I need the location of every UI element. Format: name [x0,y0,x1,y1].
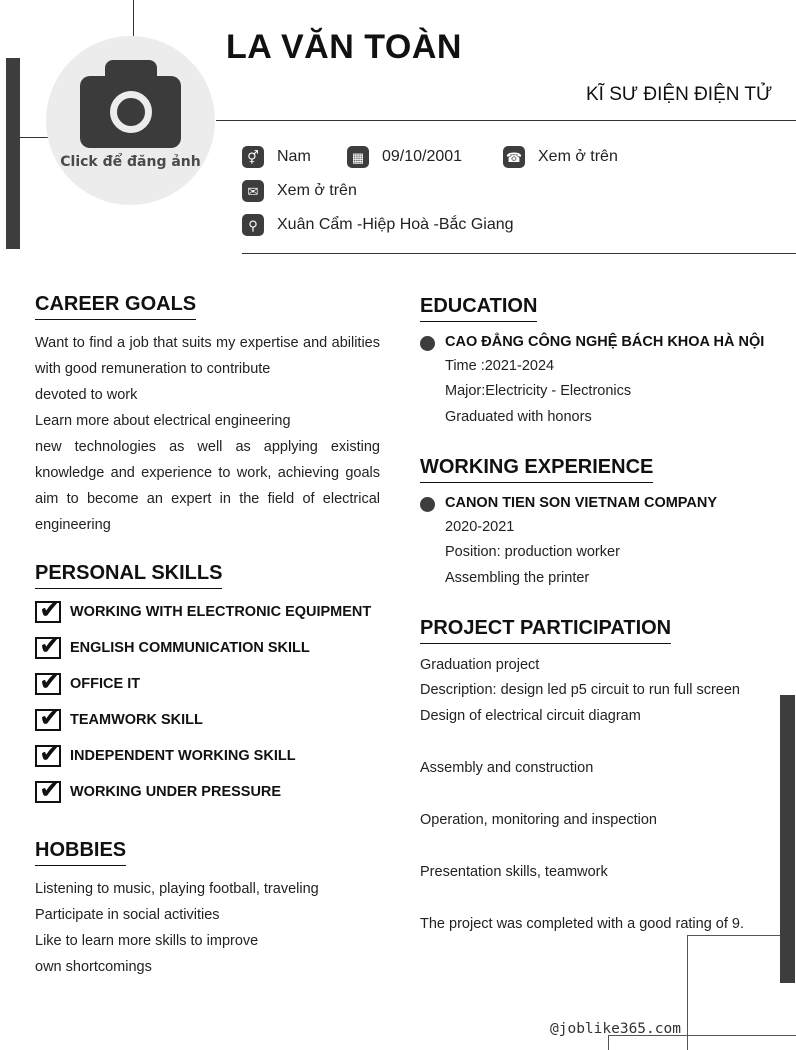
skill-label: WORKING UNDER PRESSURE [70,784,282,800]
address-info [242,214,514,236]
personal-skills-heading: PERSONAL SKILLS [35,562,222,589]
decor-line [133,0,134,36]
full-name: LA VĂN TOÀN [226,28,462,66]
birthday-value: 09/10/2001 [382,148,463,165]
projects-heading: PROJECT PARTICIPATION [420,617,671,644]
experience-heading: WORKING EXPERIENCE [420,456,653,483]
experience-position: Position: production worker [445,544,620,560]
skill-item [35,601,371,623]
hobby-line: Like to learn more skills to improve [35,933,259,949]
divider [242,253,796,254]
avatar-upload[interactable] [46,36,215,205]
checkbox-checked-icon [35,781,61,803]
skill-item [35,709,203,731]
project-line: Description: design led p5 circuit to run full screen [420,682,740,698]
decor-frame [687,935,780,936]
education-major: Major:Electricity - Electronics [445,383,632,399]
bullet-dot [420,497,435,512]
skill-label: OFFICE IT [70,676,141,692]
skill-item [35,745,296,767]
skill-label: TEAMWORK SKILL [70,712,203,728]
birthday-info [347,146,462,168]
decor-bar-left [6,58,20,249]
career-goal-line: Want to find a job that suits my expertise and abilities with good remuneration to contribute [35,335,380,377]
phone-icon: ☎ [503,146,525,168]
calendar-icon: ▦ [347,146,369,168]
school-name: CAO ĐẲNG CÔNG NGHỆ BÁCH KHOA HÀ NỘI [445,334,765,350]
job-title: KĨ SƯ ĐIỆN ĐIỆN TỬ [586,84,773,105]
email-info [242,180,357,202]
skill-label: WORKING WITH ELECTRONIC EQUIPMENT [70,604,372,620]
experience-period: 2020-2021 [445,519,515,535]
decor-frame [687,935,688,1050]
gender-info [242,146,311,168]
camera-icon [80,76,181,148]
location-pin-icon: ⚲ [242,214,264,236]
skill-label: INDEPENDENT WORKING SKILL [70,748,296,764]
project-line: Design of electrical circuit diagram [420,708,641,724]
watermark: @joblike365.com [550,1021,681,1037]
company-name: CANON TIEN SON VIETNAM COMPANY [445,495,718,511]
phone-value: Xem ở trên [538,148,618,165]
hobby-line: Participate in social activities [35,907,220,923]
skill-label: ENGLISH COMMUNICATION SKILL [70,640,310,656]
email-value: Xem ở trên [277,182,357,199]
checkbox-checked-icon [35,637,61,659]
education-time: Time :2021-2024 [445,358,555,374]
divider [216,120,796,121]
bullet-dot [420,336,435,351]
project-line: Presentation skills, teamwork [420,864,608,880]
decor-frame [608,1035,609,1050]
hobbies-heading: HOBBIES [35,839,126,866]
checkbox-checked-icon [35,601,61,623]
career-goal-line: new technologies as well as applying existing knowledge and experience to work, achieving goals aim to become an expert in the field of electrical engineering [35,439,380,533]
address-value: Xuân Cẩm -Hiệp Hoà -Bắc Giang [277,216,514,233]
decor-line [20,137,48,138]
career-goals-heading: CAREER GOALS [35,293,196,320]
hobby-line: Listening to music, playing football, traveling [35,881,319,897]
camera-lens [110,91,152,133]
career-goal-line: devoted to work [35,387,138,403]
gender-value: Nam [277,148,311,165]
skill-item [35,673,140,695]
education-note: Graduated with honors [445,409,592,425]
hobby-line: own shortcomings [35,959,152,975]
gender-icon: ⚥ [242,146,264,168]
project-line: The project was completed with a good rating of 9. [420,916,745,932]
project-line: Assembly and construction [420,760,594,776]
skill-item [35,781,281,803]
mail-icon: ✉ [242,180,264,202]
avatar-upload-label: Click để đăng ảnh [60,154,201,170]
checkbox-checked-icon [35,745,61,767]
education-heading: EDUCATION [420,295,537,322]
phone-info [503,146,618,168]
career-goal-line: Learn more about electrical engineering [35,413,291,429]
project-line: Graduation project [420,657,540,673]
skill-item [35,637,310,659]
decor-bar-right [780,695,795,983]
experience-task: Assembling the printer [445,570,590,586]
project-line: Operation, monitoring and inspection [420,812,657,828]
checkbox-checked-icon [35,673,61,695]
checkbox-checked-icon [35,709,61,731]
